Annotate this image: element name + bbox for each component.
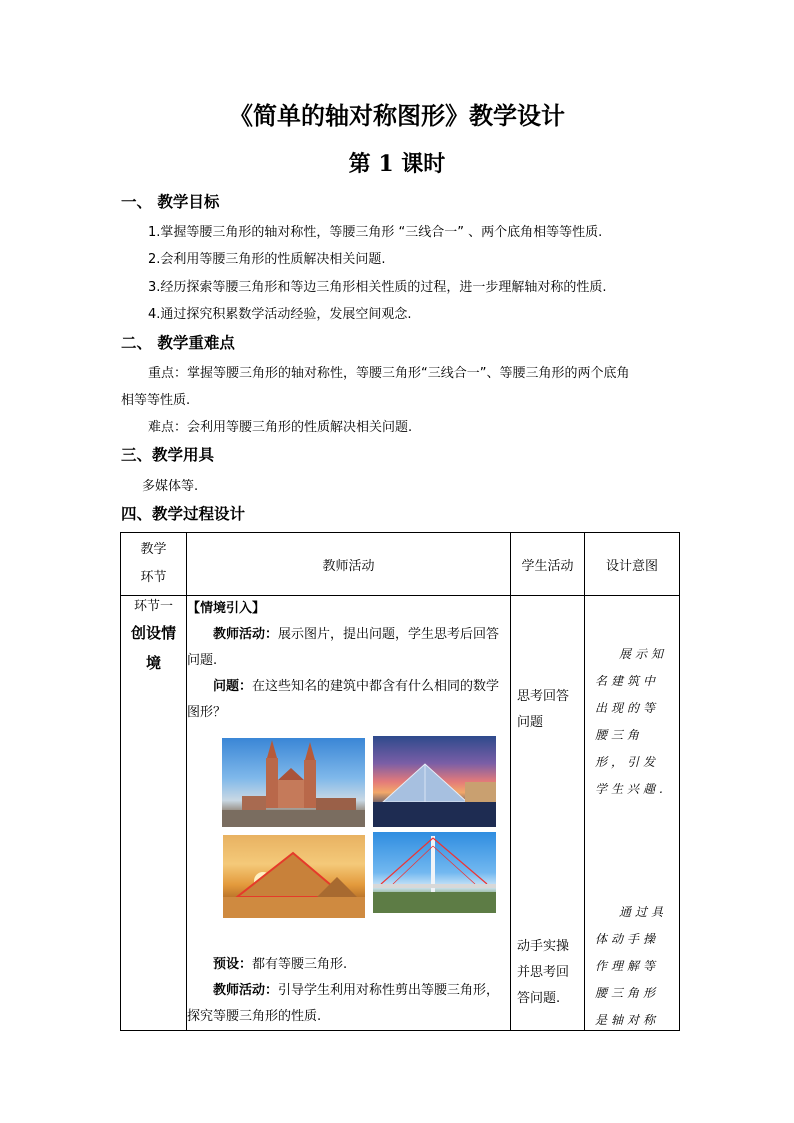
design-intent-cell <box>585 596 680 1031</box>
student-activity-2: 动手实操并思考回答问题. <box>517 939 570 1006</box>
goals-heading: 一、 教学目标 <box>121 192 220 211</box>
activity-text: 展示图片，提出问题，学生思考后回答问题. <box>187 627 500 668</box>
header-stage: 教学 环节 <box>121 533 187 596</box>
key-heading: 二、 教学重难点 <box>121 333 235 352</box>
process-heading: 四、教学过程设计 <box>121 504 246 523</box>
student-activity-1: 思考回答问题 <box>517 689 570 730</box>
activity-label: 教师活动： <box>213 983 279 998</box>
question-text: 在这些知名的建筑中都含有什么相同的数学图形？ <box>187 679 500 720</box>
page-subtitle: 第 1 课时 <box>348 151 446 177</box>
table-header-row <box>121 533 680 596</box>
cable-bridge-photo <box>373 832 496 913</box>
goal-item: 4.通过探究积累数学活动经验，发展空间观念. <box>148 307 412 322</box>
louvre-pyramid-photo <box>373 736 496 827</box>
section-tag: 【情境引入】 <box>187 601 266 616</box>
design-intent-1: 展示知名建筑中出现的等腰三角形，引发学生兴趣. <box>595 647 668 796</box>
giza-pyramids-photo <box>223 835 365 918</box>
student-activity-cell <box>511 596 585 1031</box>
cathedral-photo <box>222 738 365 827</box>
preset-text: 都有等腰三角形. <box>252 957 348 972</box>
goal-item: 1.掌握等腰三角形的轴对称性，等腰三角形 “三线合一” 、两个底角相等等性质. <box>148 225 603 240</box>
tools-heading: 三、教学用具 <box>121 445 215 464</box>
stage-cell: 环节一 创设情 境 <box>121 596 187 1031</box>
goal-item: 2.会利用等腰三角形的性质解决相关问题. <box>148 252 386 267</box>
preset-label: 预设： <box>213 957 253 972</box>
key-point: 重点：掌握等腰三角形的轴对称性，等腰三角形“三线合一”、等腰三角形的两个底角 <box>148 366 630 381</box>
activity-text: 引导学生利用对称性剪出等腰三角形，探究等腰三角形的性质. <box>187 983 500 1024</box>
header-student: 学生活动 <box>511 533 585 596</box>
goal-item: 3.经历探索等腰三角形和等边三角形相关性质的过程，进一步理解轴对称的性质. <box>148 280 607 295</box>
header-intent: 设计意图 <box>585 533 680 596</box>
header-teacher: 教师活动 <box>187 533 511 596</box>
tools-text: 多媒体等. <box>142 479 199 494</box>
design-intent-2: 通过具体动手操作理解等腰三角形是轴对称 <box>595 905 668 1027</box>
difficulty: 难点：会利用等腰三角形的性质解决相关问题. <box>148 420 413 435</box>
page-title: 《简单的轴对称图形》教学设计 <box>229 101 565 130</box>
question-label: 问题： <box>213 679 253 694</box>
activity-label: 教师活动： <box>213 627 279 642</box>
key-point-cont: 相等等性质. <box>121 393 191 408</box>
